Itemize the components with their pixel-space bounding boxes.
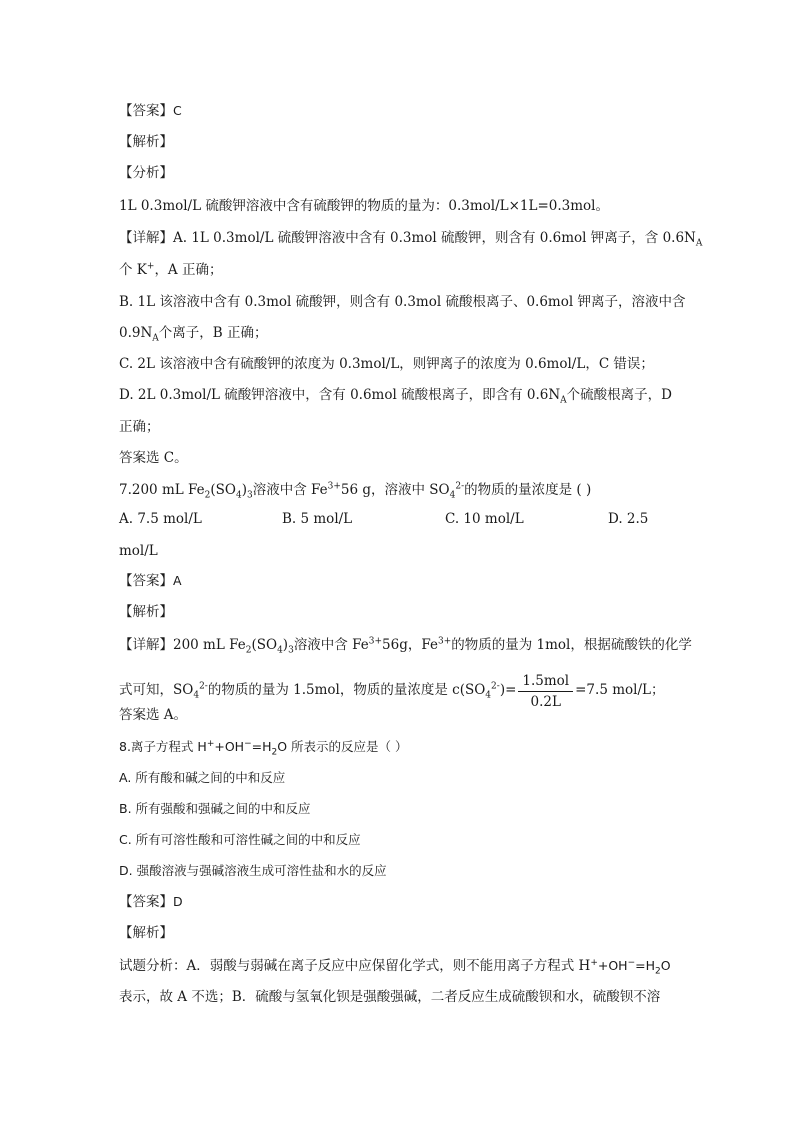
- detail-tag: 【详解】: [119, 230, 173, 246]
- analysis-text: +OH: [597, 958, 628, 973]
- superscript: −: [244, 738, 252, 749]
- answer-tag: 【答案】: [119, 573, 173, 589]
- detail-tag: 【详解】: [119, 637, 173, 653]
- subscript: 4: [485, 690, 492, 701]
- q6-detail-b-line2: [119, 324, 268, 342]
- superscript: 2-: [491, 681, 500, 692]
- q8-stem: [119, 738, 408, 756]
- superscript: +: [206, 738, 215, 749]
- q7-answer-line: [119, 572, 182, 590]
- subscript: 2: [271, 747, 278, 758]
- superscript: 3+: [327, 481, 341, 492]
- detail-d1-post: 个硫酸根离子，D: [566, 387, 672, 403]
- q7-detail-line1: [119, 636, 692, 654]
- detail-text: =7.5 mol/L；: [575, 682, 665, 698]
- detail-a-text: A. 1L 0.3mol/L 硫酸钾溶液中含有 0.3mol 硫酸钾，则含有 0.6mol 钾离子，含 0.6N: [173, 230, 696, 246]
- q7-conclusion: 答案选 A。: [119, 707, 188, 723]
- subscript: 3: [288, 645, 294, 656]
- subscript: 2: [204, 490, 211, 501]
- analysis-text: 试题分析：A．弱酸与弱碱在离子反应中应保留化学式，则不能用离子方程式 H: [119, 958, 591, 974]
- detail-a2-text: 个 K: [119, 262, 147, 278]
- q6-fenxi-text: 1L 0.3mol/L 硫酸钾溶液中含有硫酸钾的物质的量为：0.3mol/L×1L=0.3mol。: [119, 198, 609, 214]
- superscript: +: [146, 261, 155, 272]
- superscript: +: [590, 957, 598, 968]
- detail-text: 200 mL Fe: [173, 637, 246, 653]
- detail-text: (SO: [251, 637, 278, 653]
- q8-analysis-line2: 表示，故 A 不选；B．硫酸与氢氧化钡是强酸强碱，二者反应生成硫酸钡和水，硫酸钡不溶: [119, 989, 661, 1005]
- stem-text: 7.200 mL Fe: [119, 482, 205, 498]
- fraction-numerator: 1.5mol: [518, 673, 573, 692]
- q8-analysis-tag: 【解析】: [119, 925, 173, 941]
- subscript: A: [152, 333, 159, 344]
- q6-fenxi-tag: 【分析】: [119, 165, 173, 181]
- concentration-fraction: [518, 673, 573, 710]
- superscript: 3+: [437, 636, 452, 647]
- analysis-text: O: [660, 958, 671, 973]
- stem-text: 的物质的量浓度是 ( ): [464, 482, 592, 498]
- superscript: 2-: [455, 481, 465, 492]
- q6-detail-a-line1: [119, 229, 702, 247]
- q7-option-d-wrap: mol/L: [119, 543, 158, 559]
- detail-b2-pre: 0.9N: [119, 325, 153, 341]
- q8-option-c: C. 所有可溶性酸和可溶性碱之间的中和反应: [119, 832, 361, 847]
- stem-text: O 所表示的反应是（ ）: [277, 739, 408, 754]
- analysis-text: =H: [635, 958, 655, 973]
- superscript: 2-: [199, 681, 208, 692]
- q8-answer-line: [119, 893, 183, 911]
- q8-analysis-line1: [119, 957, 671, 975]
- detail-text: )=: [499, 682, 517, 698]
- subscript: A: [695, 238, 703, 249]
- detail-text: 的物质的量为 1.5mol，物质的量浓度是 c(SO: [207, 682, 486, 698]
- subscript: 2: [655, 966, 661, 977]
- stem-text: (SO: [210, 482, 236, 498]
- stem-text: ): [241, 482, 247, 498]
- superscript: 3+: [368, 636, 383, 647]
- subscript: 4: [193, 690, 200, 701]
- answer-tag: 【答案】: [119, 894, 173, 910]
- stem-text: 8.离子方程式 H: [119, 739, 207, 754]
- subscript: A: [560, 395, 567, 406]
- detail-text: ): [282, 637, 289, 653]
- stem-text: +OH: [214, 739, 245, 754]
- subscript: 4: [277, 645, 283, 656]
- detail-a2-post: ，A 正确；: [154, 262, 223, 278]
- answer-value: C: [173, 103, 182, 118]
- q6-detail-d-line1: [119, 386, 672, 404]
- q8-option-a: A. 所有酸和碱之间的中和反应: [119, 770, 286, 785]
- q6-detail-b-line1: B. 1L 该溶液中含有 0.3mol 硫酸钾，则含有 0.3mol 硫酸根离子、0.6mol 钾离子，溶液中含: [119, 294, 686, 310]
- q6-analysis-tag: 【解析】: [119, 134, 173, 150]
- stem-text: =H: [251, 739, 272, 754]
- stem-text: 溶液中含 Fe: [252, 482, 328, 498]
- q7-analysis-tag: 【解析】: [119, 604, 173, 620]
- answer-value: A: [173, 573, 182, 588]
- subscript: 3: [246, 490, 253, 501]
- detail-b2-post: 个离子，B 正确；: [158, 325, 268, 341]
- q6-detail-a-line2: [119, 261, 222, 279]
- answer-tag: 【答案】: [119, 103, 173, 119]
- q7-detail-line2: [119, 670, 664, 710]
- detail-text: 式可知，SO: [119, 682, 194, 698]
- detail-text: 56g，Fe: [382, 637, 438, 653]
- q7-option-d: D. 2.5: [608, 511, 649, 527]
- q8-option-d: D. 强酸溶液与强碱溶液生成可溶性盐和水的反应: [119, 863, 387, 878]
- detail-text: 溶液中含 Fe: [293, 637, 369, 653]
- q7-option-c: C. 10 mol/L: [445, 511, 524, 527]
- detail-d1-pre: D. 2L 0.3mol/L 硫酸钾溶液中，含有 0.6mol 硫酸根离子，即含有 0.6N: [119, 387, 561, 403]
- subscript: 2: [245, 645, 252, 656]
- q7-stem: [119, 481, 591, 499]
- answer-value: D: [173, 894, 183, 909]
- q7-option-a: A. 7.5 mol/L: [119, 511, 202, 527]
- q6-answer-line: [119, 102, 182, 120]
- q6-detail-d-line2: 正确；: [119, 419, 160, 435]
- superscript: −: [627, 957, 636, 968]
- subscript: 4: [235, 490, 242, 501]
- q7-option-b: B. 5 mol/L: [282, 511, 353, 527]
- q6-conclusion: 答案选 C。: [119, 450, 188, 466]
- fraction-denominator: 0.2L: [530, 694, 561, 710]
- stem-text: 56 g，溶液中 SO: [340, 482, 450, 498]
- q6-detail-c: C. 2L 该溶液中含有硫酸钾的浓度为 0.3mol/L，则钾离子的浓度为 0.6mol/L，C 错误；: [119, 356, 654, 372]
- subscript: 4: [449, 490, 456, 501]
- detail-text: 的物质的量为 1mol，根据硫酸铁的化学: [451, 637, 692, 653]
- q8-option-b: B. 所有强酸和强碱之间的中和反应: [119, 801, 311, 816]
